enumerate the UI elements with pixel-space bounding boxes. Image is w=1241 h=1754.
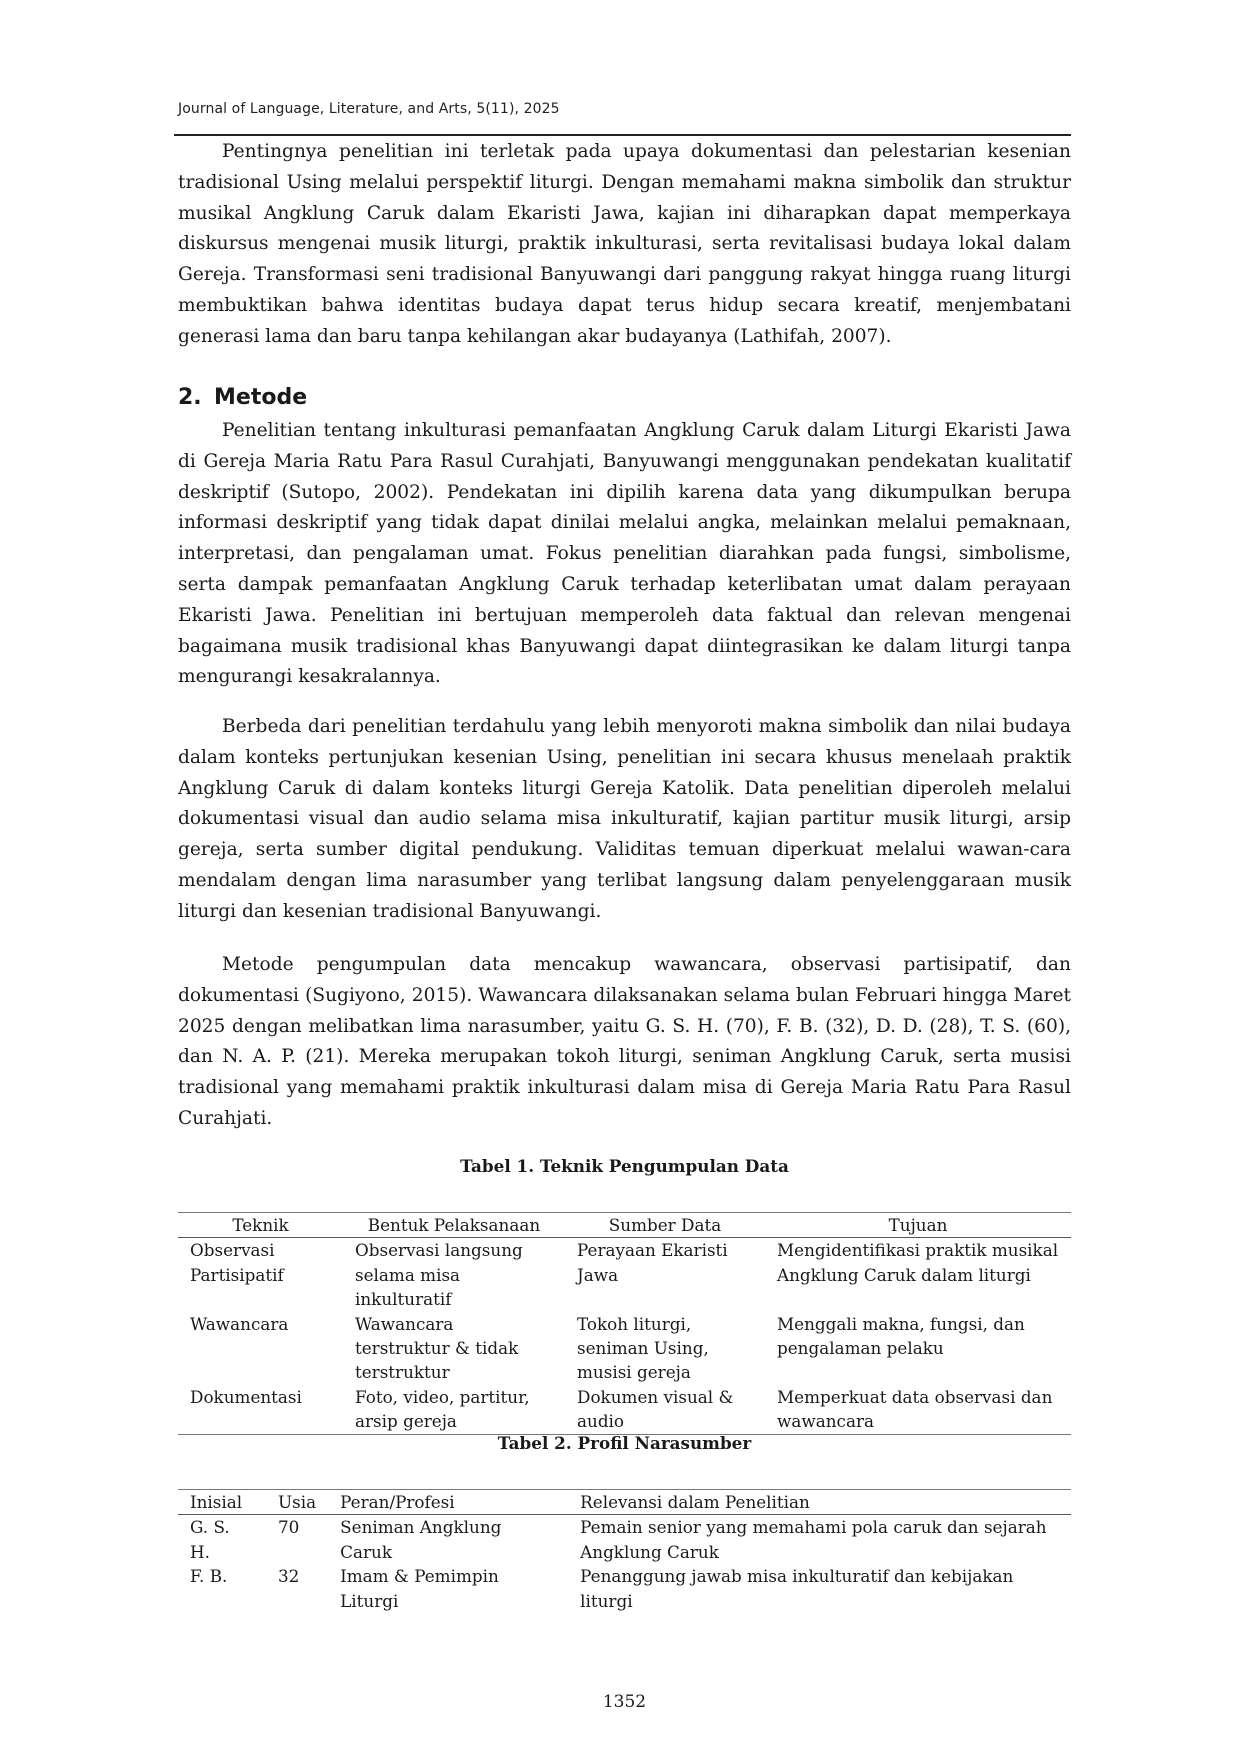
column-header: Peran/Profesi xyxy=(328,1490,568,1515)
table-cell: 32 xyxy=(278,1566,300,1587)
table-cell: Menggali makna, fungsi, dan pengalaman pelaku xyxy=(777,1313,1025,1359)
table-cell: Imam & Pemimpin Liturgi xyxy=(340,1566,499,1611)
column-header: Tujuan xyxy=(765,1213,1071,1238)
table-cell: Perayaan Ekaristi Jawa xyxy=(577,1240,728,1285)
table-cell: Memperkuat data observasi dan wawancara xyxy=(777,1386,1053,1432)
section-heading xyxy=(178,385,307,410)
table-cell: Observasi langsung selama misa inkulturatif xyxy=(355,1240,523,1310)
paragraph-method-2: Berbeda dari penelitian terdahulu yang lebih menyoroti makna simbolik dan nilai budaya dalam konteks pertunjukan kesenian Using, penelitian ini secara khusus menelaah praktik Angklung Caruk di dalam konteks liturgi Gereja Katolik. Data penelitian diperoleh melalui dokumentasi visual dan audio selama misa inkulturatif, kajian partitur musik liturgi, arsip gereja, serta sumber digital pendukung. Validitas temuan diperkuat melalui wawan-cara mendalam dengan lima narasumber yang terlibat langsung dalam penyelenggaraan musik liturgi dan kesenian tradisional Banyuwangi. xyxy=(178,716,1071,922)
page-number: 1352 xyxy=(602,1692,647,1712)
table-row xyxy=(178,1312,1071,1385)
table-row xyxy=(178,1238,1071,1312)
column-header: Usia xyxy=(266,1490,328,1515)
table-cell: Foto, video, partitur, arsip gereja xyxy=(355,1386,530,1432)
table-cell: Observasi Partisipatif xyxy=(190,1240,284,1285)
paragraph-method-1: Penelitian tentang inkulturasi pemanfaatan Angklung Caruk dalam Liturgi Ekaristi Jawa di Gereja Maria Ratu Para Rasul Curahjati, Banyuwangi menggunakan pendekatan kualitatif deskriptif (Sutopo, 2002). Pendekatan ini dipilih karena data yang dikumpulkan berupa informasi deskriptif yang tidak dapat dinilai melalui angka, melainkan melalui pemaknaan, interpretasi, dan pengalaman umat. Fokus penelitian diarahkan pada fungsi, simbolisme, serta dampak pemanfaatan Angklung Caruk terhadap keterlibatan umat dalam perayaan Ekaristi Jawa. Penelitian ini bertujuan memperoleh data faktual dan relevan mengenai bagaimana musik tradisional khas Banyuwangi dapat diintegrasikan ke dalam liturgi tanpa mengurangi kesakralannya. xyxy=(178,420,1071,688)
section-number: 2. xyxy=(178,385,202,410)
table-cell: F. B. xyxy=(190,1566,228,1587)
table-cell: Dokumentasi xyxy=(190,1386,302,1407)
table-cell: Dokumen visual & audio xyxy=(577,1386,734,1432)
table-header-row xyxy=(178,1213,1071,1238)
table-header-row xyxy=(178,1490,1071,1515)
table-cell: Pemain senior yang memahami pola caruk dan sejarah Angklung Caruk xyxy=(580,1517,1047,1562)
column-header: Sumber Data xyxy=(565,1213,765,1238)
table-cell: Mengidentifikasi praktik musikal Angklung Caruk dalam liturgi xyxy=(777,1240,1059,1285)
table-cell: Penanggung jawab misa inkulturatif dan kebijakan liturgi xyxy=(580,1566,1014,1611)
paragraph-method-3: Metode pengumpulan data mencakup wawancara, observasi partisipatif, dan dokumentasi (Sugiyono, 2015). Wawancara dilaksanakan selama bulan Februari hingga Maret 2025 dengan melibatkan lima narasumber, yaitu G. S. H. (70), F. B. (32), D. D. (28), T. S. (60), dan N. A. P. (21). Mereka merupakan tokoh liturgi, seniman Angklung Caruk, serta musisi tradisional yang memahami praktik inkulturasi dalam misa di Gereja Maria Ratu Para Rasul Curahjati. xyxy=(178,954,1071,1129)
table-cell: Wawancara xyxy=(190,1313,289,1334)
table2-caption: Tabel 2. Profil Narasumber xyxy=(497,1433,752,1453)
table1-caption: Tabel 1. Teknik Pengumpulan Data xyxy=(460,1156,789,1176)
table-cell: Seniman Angklung Caruk xyxy=(340,1517,502,1562)
paragraph-intro: Pentingnya penelitian ini terletak pada upaya dokumentasi dan pelestarian kesenian tradisional Using melalui perspektif liturgi. Dengan memahami makna simbolik dan struktur musikal Angklung Caruk dalam Ekaristi Jawa, kajian ini diharapkan dapat memperkaya diskursus mengenai musik liturgi, praktik inkulturasi, serta revitalisasi budaya lokal dalam Gereja. Transformasi seni tradisional Banyuwangi dari panggung rakyat hingga ruang liturgi membuktikan bahwa identitas budaya dapat terus hidup secara kreatif, menjembatani generasi lama dan baru tanpa kehilangan akar budayanya (Lathifah, 2007). xyxy=(178,141,1071,347)
section-title: Metode xyxy=(214,385,308,410)
table-cell: 70 xyxy=(278,1517,300,1538)
table-row xyxy=(178,1564,1071,1613)
running-header: Journal of Language, Literature, and Arts, 5(11), 2025 xyxy=(178,101,560,117)
table-respondent-profile xyxy=(178,1489,1071,1613)
table-cell: Tokoh liturgi, seniman Using, musisi gereja xyxy=(577,1313,709,1383)
column-header: Relevansi dalam Penelitian xyxy=(568,1490,1071,1515)
table-row xyxy=(178,1385,1071,1434)
table-row xyxy=(178,1515,1071,1564)
column-header: Inisial xyxy=(178,1490,266,1515)
header-rule xyxy=(174,134,1071,136)
table-cell: G. S. H. xyxy=(190,1517,230,1562)
table-cell: Wawancara terstruktur & tidak terstruktur xyxy=(355,1313,519,1383)
column-header: Bentuk Pelaksanaan xyxy=(343,1213,565,1238)
table-data-collection xyxy=(178,1212,1071,1435)
column-header: Teknik xyxy=(178,1213,343,1238)
